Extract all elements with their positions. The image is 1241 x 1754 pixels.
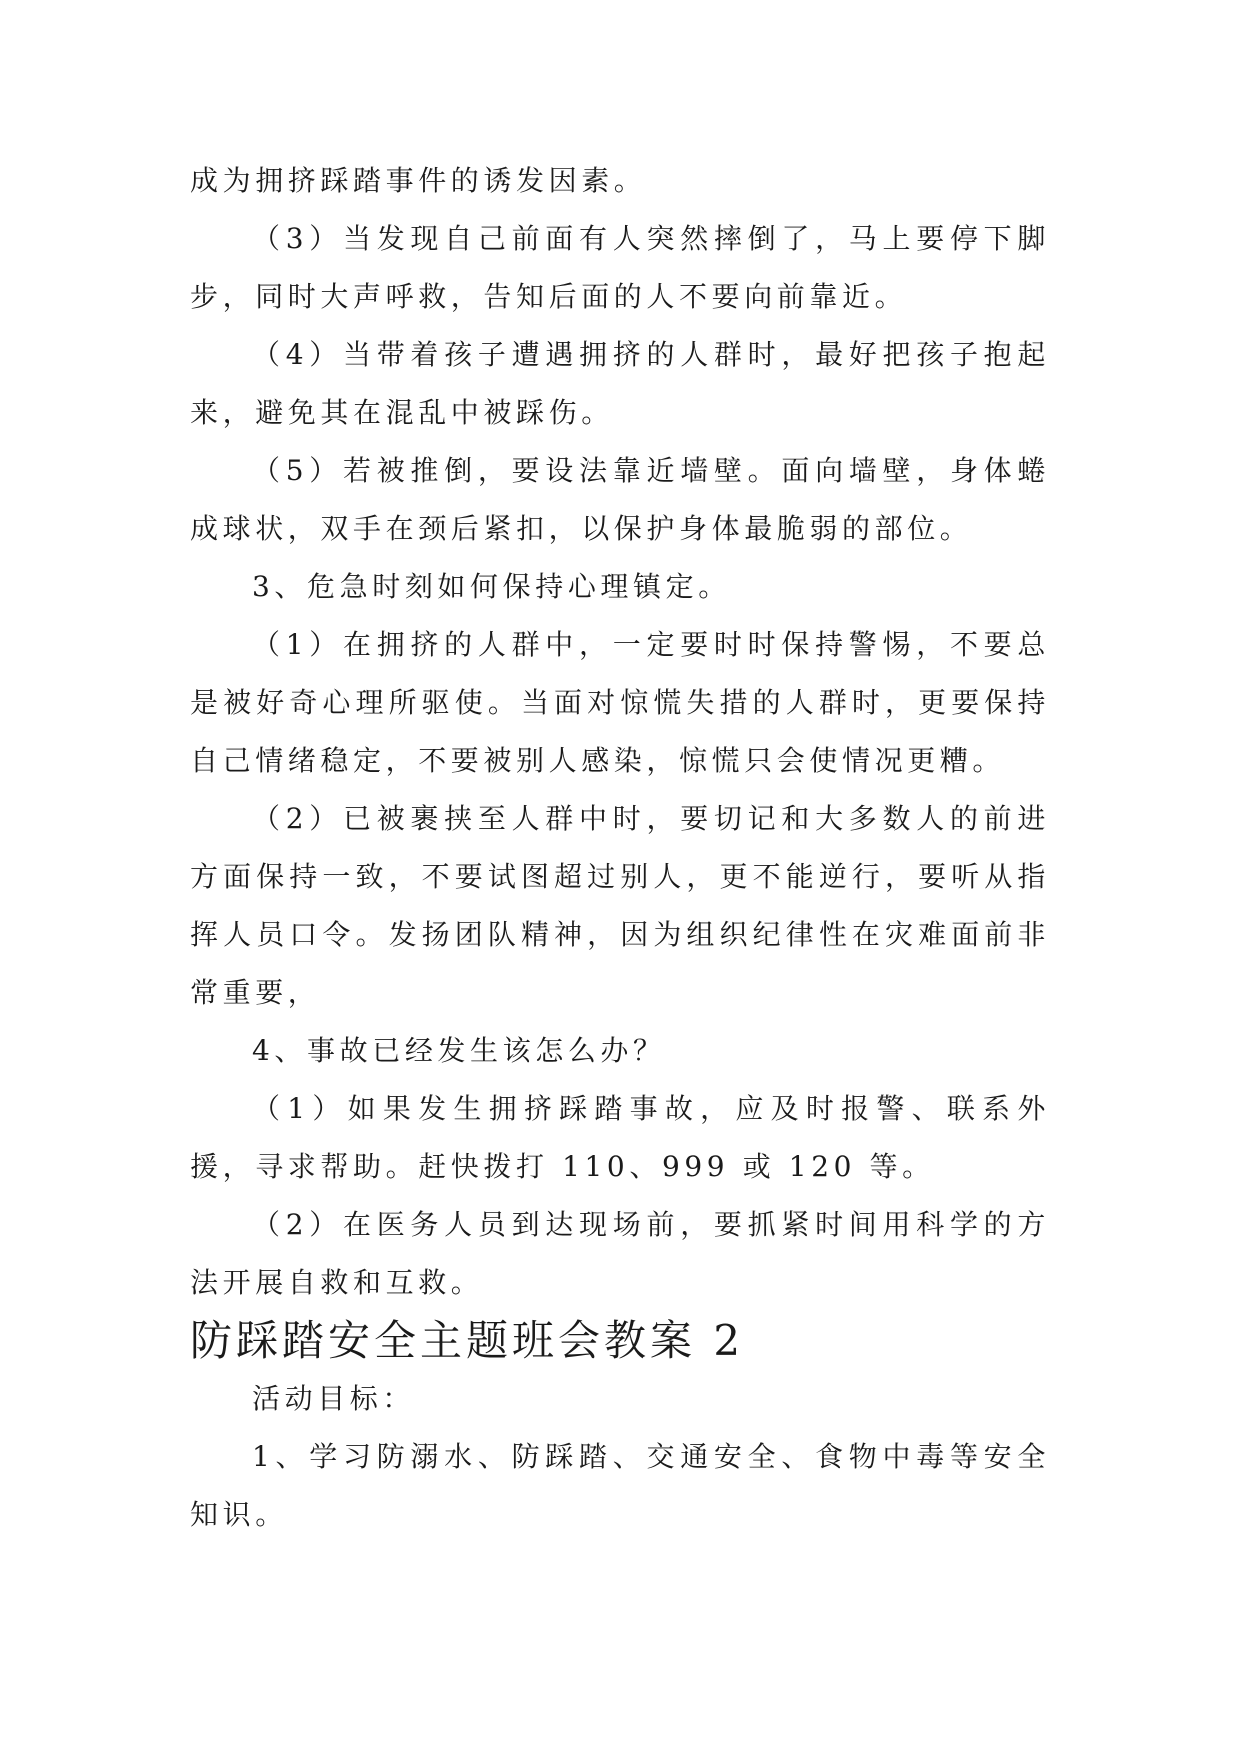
paragraph: 活动目标： <box>252 1382 416 1415</box>
paragraph: （1）如果发生拥挤踩踏事故，应及时报警、联系外援，寻求帮助。赶快拨打 110、999 或 120 等。 <box>190 1092 1050 1183</box>
paragraph: 1、学习防溺水、防踩踏、交通安全、食物中毒等安全知识。 <box>190 1440 1050 1531</box>
paragraph: （4）当带着孩子遭遇拥挤的人群时，最好把孩子抱起来，避免其在混乱中被踩伤。 <box>190 338 1050 429</box>
paragraph: （3）当发现自己前面有人突然摔倒了，马上要停下脚步，同时大声呼救，告知后面的人不要向前靠近。 <box>190 222 1050 313</box>
paragraph: 4、事故已经发生该怎么办？ <box>252 1034 666 1067</box>
paragraph: 3、危急时刻如何保持心理镇定。 <box>252 570 731 603</box>
paragraph: （5）若被推倒，要设法靠近墙壁。面向墙壁，身体蜷成球状，双手在颈后紧扣，以保护身体最脆弱的部位。 <box>190 454 1050 545</box>
paragraph: （1）在拥挤的人群中，一定要时时保持警惕，不要总是被好奇心理所驱使。当面对惊慌失措的人群时，更要保持自己情绪稳定，不要被别人感染，惊慌只会使情况更糟。 <box>190 628 1050 777</box>
paragraph: 成为拥挤踩踏事件的诱发因素。 <box>190 164 647 197</box>
document-page <box>190 152 1050 1544</box>
section-title: 防踩踏安全主题班会教案 2 <box>190 1316 745 1365</box>
paragraph: （2）在医务人员到达现场前，要抓紧时间用科学的方法开展自救和互救。 <box>190 1208 1050 1299</box>
paragraph: （2）已被裹挟至人群中时，要切记和大多数人的前进方面保持一致，不要试图超过别人，更不能逆行，要听从指挥人员口令。发扬团队精神，因为组织纪律性在灾难面前非常重要， <box>190 802 1050 1009</box>
